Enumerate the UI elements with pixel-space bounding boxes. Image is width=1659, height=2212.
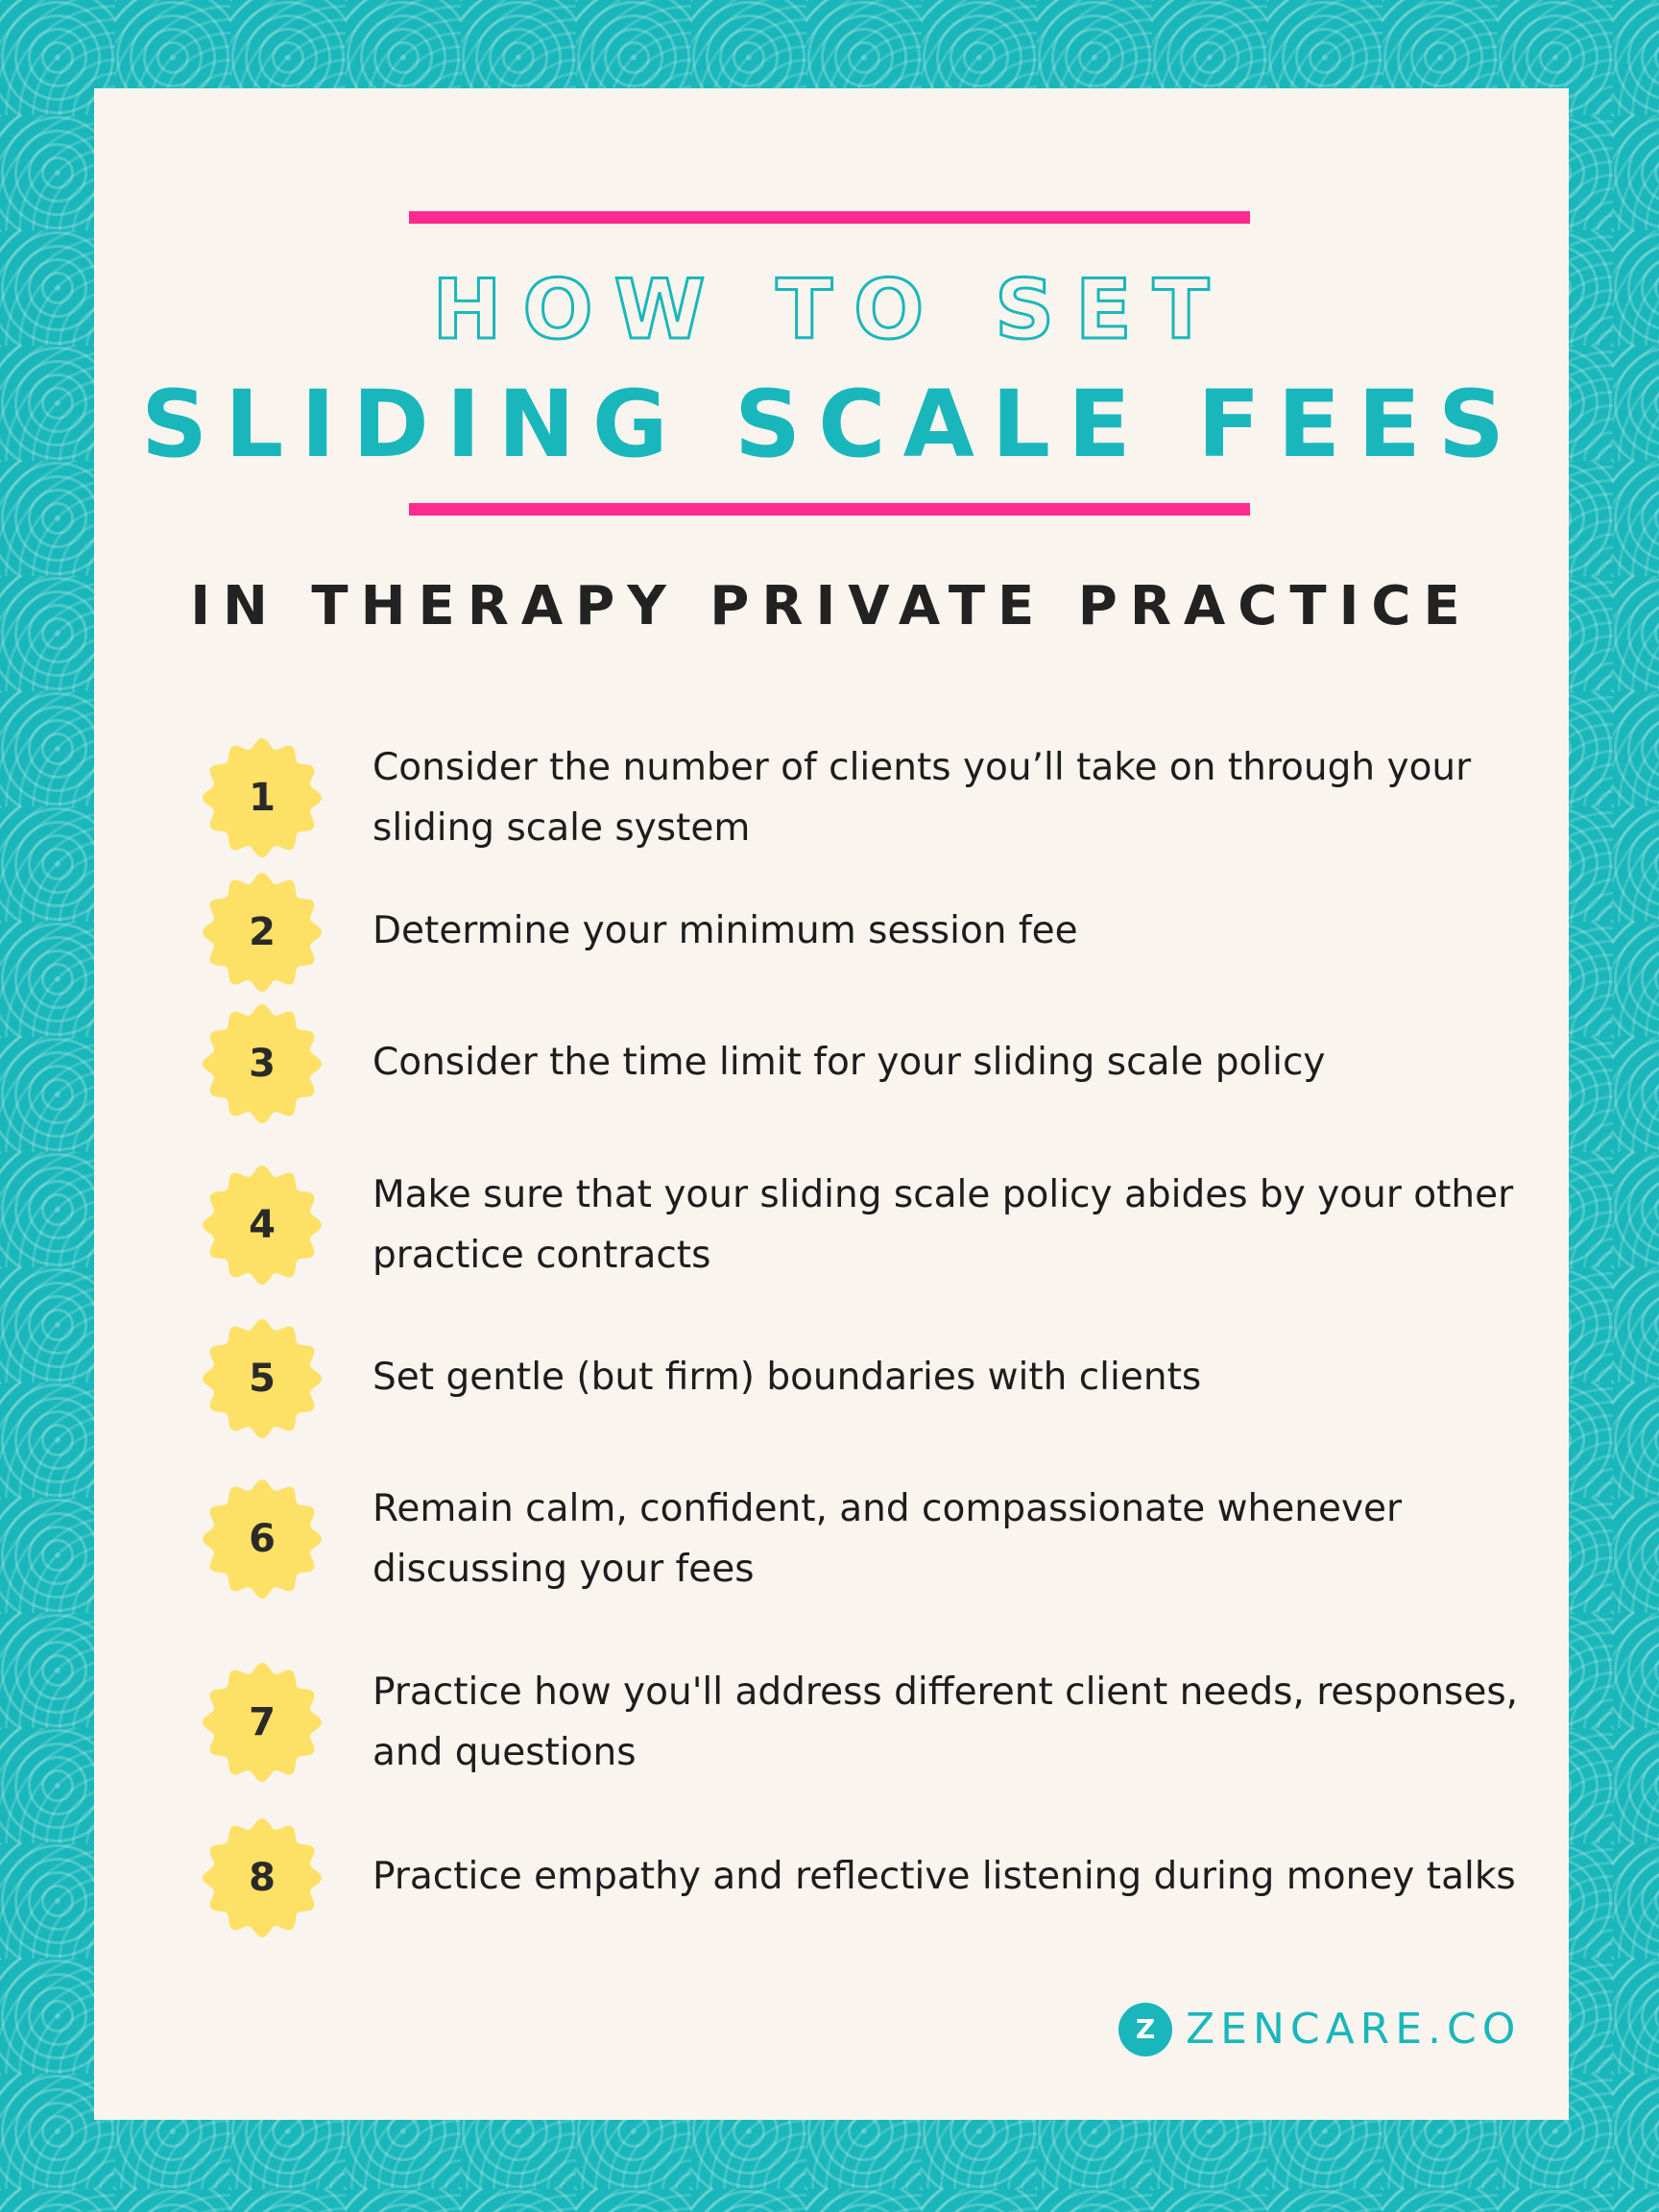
title-line-2: SLIDING SCALE FEES xyxy=(141,371,1522,478)
infographic-card xyxy=(94,88,1569,2120)
step-number: 6 xyxy=(249,1517,276,1561)
title-line-1: HOW TO SET xyxy=(432,262,1231,358)
step-text: Make sure that your sliding scale policy abides by your other practice contracts xyxy=(373,1173,1514,1277)
step-text: Practice empathy and reflective listening during money talks xyxy=(373,1855,1516,1898)
step-number: 3 xyxy=(249,1042,276,1086)
step-text: Remain calm, confident, and compassionate whenever discussing your fees xyxy=(373,1487,1403,1591)
step-badge xyxy=(202,1479,323,1599)
step-badge xyxy=(202,1318,323,1439)
step-badge xyxy=(202,1003,323,1124)
step-number: 4 xyxy=(249,1203,276,1247)
step-number: 7 xyxy=(249,1700,276,1744)
step-text: Consider the time limit for your sliding scale policy xyxy=(373,1041,1326,1084)
step-badge xyxy=(202,737,323,858)
step-text: Consider the number of clients you’ll take on through your sliding scale system xyxy=(373,746,1472,850)
step-text: Practice how you'll address different client needs, responses, and questions xyxy=(373,1671,1519,1774)
top-accent-rule xyxy=(409,211,1250,224)
step-number: 5 xyxy=(249,1357,276,1401)
bottom-accent-rule xyxy=(409,503,1250,516)
step-text: Set gentle (but firm) boundaries with clients xyxy=(373,1356,1202,1399)
zencare-logo-icon: Z xyxy=(1118,2003,1172,2056)
step-badge xyxy=(202,1817,323,1938)
step-badge xyxy=(202,1165,323,1286)
step-number: 8 xyxy=(249,1856,276,1900)
subtitle: IN THERAPY PRIVATE PRACTICE xyxy=(190,575,1473,637)
step-text: Determine your minimum session fee xyxy=(373,909,1078,952)
step-badge xyxy=(202,872,323,993)
step-number: 2 xyxy=(249,910,276,954)
step-number: 1 xyxy=(249,776,276,820)
step-badge xyxy=(202,1662,323,1783)
brand-name: ZENCARE.CO xyxy=(1186,2005,1522,2054)
